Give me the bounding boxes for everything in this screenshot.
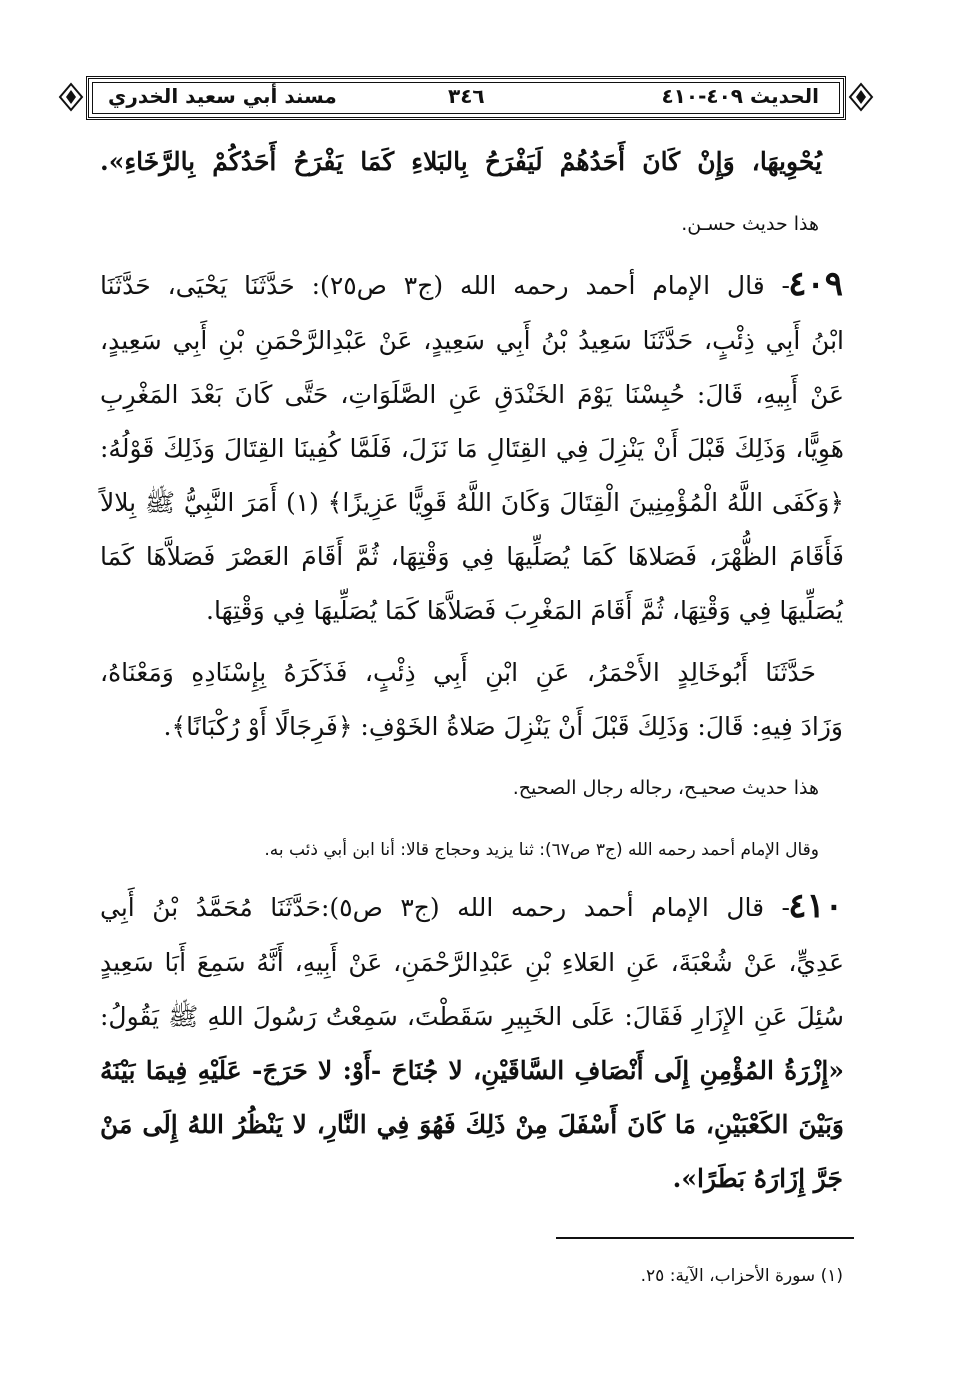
- text-line: ﴿وَكَفَى اللَّهُ الْمُؤْمِنِينَ الْقِتَالَ وَكَانَ اللَّهُ قَوِيًّا عَزِيزًا﴾ (١) أَمَرَ النَّبِيُّ ﷺ بِلالاً: [100, 488, 844, 517]
- text-line: عَنْ أَبِيهِ، قَالَ: حُبِسْنَا يَوْمَ الخَنْدَقِ عَنِ الصَّلَوَاتِ، حَتَّى كَانَ بَعْدَ المَغْرِبِ: [100, 380, 844, 409]
- text-line: سُئِلَ عَنِ الإِزَارِ فَقَالَ: عَلَى الخَبِيرِ سَقَطْتَ، سَمِعْتُ رَسُولَ اللهِ ﷺ يَقُولُ:: [100, 1002, 844, 1031]
- text-line: وَبَيْنَ الكَعْبَيْنِ، مَا كَانَ أَسْفَلَ مِنْ ذَلِكَ فَهُوَ فِي النَّارِ، لا يَنْظُرُ اللهُ إِلَى مَنْ: [100, 1110, 844, 1139]
- footnote: (١) سورة الأحزاب، الآية: ٢٥.: [640, 1266, 843, 1286]
- header-hadith-range: الحديث ٤٠٩-٤١٠: [661, 84, 819, 108]
- hadith-number: ٤١٠: [788, 886, 843, 926]
- text-line: ابْنُ أَبِي ذِئْبٍ، حَدَّثَنَا سَعِيدُ بْنُ أَبِي سَعِيدٍ، عَنْ عَبْدِالرَّحْمَنِ بْنِ أَبِي سَعِيدٍ،: [100, 326, 844, 355]
- page-number: ٣٤٦: [448, 84, 485, 108]
- text-line: «إِزْرَةُ المُؤْمِنِ إِلَى أَنْصَافِ السَّاقَيْنِ، لا جُنَاحَ -أَوْ: لا حَرَجَ- عَلَيْهِ فِيمَا بَيْنَهُ: [100, 1056, 844, 1085]
- hadith-grade: هذا حديث صحيـح، رجاله رجال الصحيح.: [512, 777, 819, 799]
- text-line: وَزَادَ فِيهِ: قَالَ: وَذَلِكَ قَبْلَ أَنْ يَنْزِلَ صَلاةُ الخَوْفِ: ﴿فَرِجَالًا أَوْ رُكْبَانًا﴾.: [163, 712, 843, 741]
- footnote-separator: [556, 1237, 854, 1239]
- ornament-left-icon: [58, 80, 84, 114]
- hadith-grade: هذا حديث حسـن.: [681, 213, 819, 235]
- text-line: حَدَّثَنَا أَبُوخَالِدٍ الأَحْمَرُ، عَنِ ابْنِ أَبِي ذِئْبٍ، فَذَكَرَهُ بِإِسْنَادِهِ وَمَعْنَاهُ،: [100, 658, 816, 687]
- chain-note: وقال الإمام أحمد رحمه الله (ج٣ ص٦٧): ثنا يزيد وحجاج قالا: أنا ابن أبي ذئب به.: [264, 840, 819, 860]
- text-line: عَدِيٍّ، عَنْ شُعْبَةَ، عَنِ العَلاءِ بْنِ عَبْدِالرَّحْمَنِ، عَنْ أَبِيهِ، أَنَّهُ سَمِعَ أَبَا سَعِيدٍ: [100, 948, 844, 977]
- text-line: فَأَقَامَ الظُّهْرَ، فَصَلاهَا كَمَا يُصَلِّيهَا فِي وَقْتِهَا، ثُمَّ أَقَامَ العَصْرَ فَصَلاَّهَا كَمَا: [100, 542, 844, 571]
- text-line: - قال الإمام أحمد رحمه الله (ج٣ ص٥):حَدَّثَنَا مُحَمَّدُ بْنُ أَبِي: [100, 893, 791, 922]
- header-book-title: مسند أبي سعيد الخدري: [108, 84, 337, 108]
- ornament-right-icon: [848, 80, 874, 114]
- text-line: جَرَّ إِزَارَهُ بَطَرًا».: [672, 1164, 843, 1193]
- text-line: يُحْوِيهَا، وَإِنْ كَانَ أَحَدُهُمْ لَيَفْرَحُ بِالبَلاءِ كَمَا يَفْرَحُ أَحَدُكُمْ بِالرَّخَاءِ».: [100, 147, 822, 176]
- hadith-number: ٤٠٩: [788, 264, 843, 304]
- text-line: هَوِيًّا، وَذَلِكَ قَبْلَ أَنْ يَنْزِلَ فِي القِتَالِ مَا نَزَلَ، فَلَمَّا كُفِينَا القِتَالَ وَذَلِكَ قَوْلُهُ:: [100, 434, 844, 463]
- text-line: - قال الإمام أحمد رحمه الله (ج٣ ص٢٥): حَدَّثَنَا يَحْيَى، حَدَّثَنَا: [100, 271, 790, 300]
- text-line: يُصَلِّيهَا فِي وَقْتِهَا، ثُمَّ أَقَامَ المَغْرِبَ فَصَلاَّهَا كَمَا يُصَلِّيهَا فِي وَقْتِهَا.: [206, 596, 843, 625]
